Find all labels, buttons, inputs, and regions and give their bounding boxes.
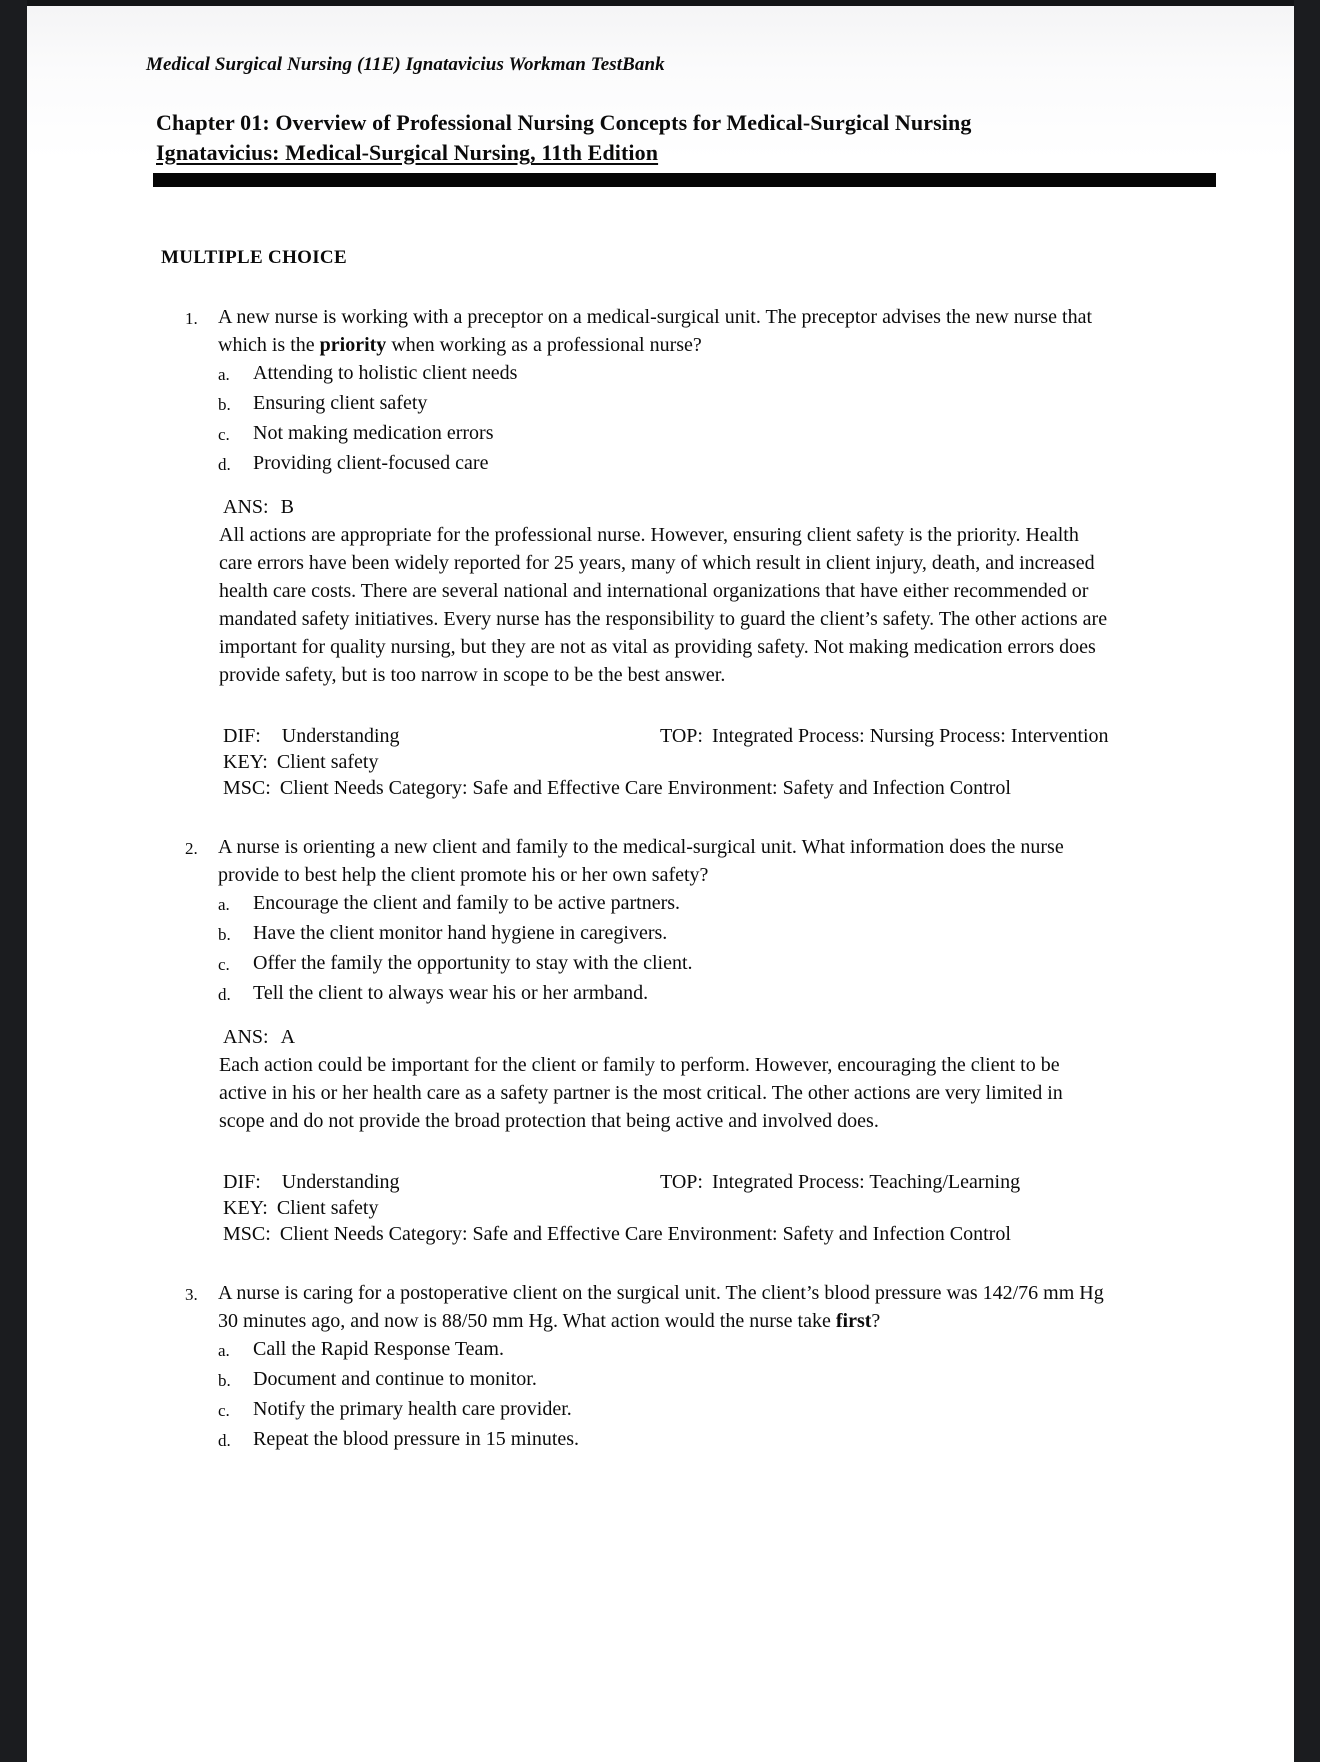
option-row-a (0, 889, 1320, 919)
question-item-1 (0, 303, 1320, 801)
question-number: 3. (185, 1285, 198, 1304)
msc-value: Client Needs Category: Safe and Effective Care Environment: Safety and Infection Control (279, 777, 1011, 799)
option-letter: d. (218, 455, 231, 474)
top-value: Integrated Process: Nursing Process: Intervention (711, 725, 1109, 747)
stem-text: A nurse is orienting a new client and family to the medical-surgical unit. What information does the nurse provide to best help the client promote his or her own safety? (218, 836, 1064, 886)
meta-row-dif-top (223, 1169, 1320, 1195)
question-stem (218, 833, 1111, 889)
option-letter: a. (218, 895, 230, 914)
dif-value: Understanding (281, 1171, 400, 1193)
chapter-title-block (156, 108, 1221, 187)
meta-row-msc (223, 775, 1320, 801)
meta-row-msc (223, 1221, 1320, 1247)
meta-block (0, 723, 1320, 801)
option-text: Repeat the blood pressure in 15 minutes. (253, 1428, 580, 1450)
question-stem-row (0, 303, 1320, 359)
key-value: Client safety (276, 1197, 379, 1219)
option-text: Attending to holistic client needs (253, 362, 518, 384)
option-row-b (0, 389, 1320, 419)
options-list (0, 1335, 1320, 1455)
option-row-a (0, 1335, 1320, 1365)
option-text: Providing client-focused care (253, 452, 489, 474)
question-stem (218, 303, 1111, 359)
answer-line (223, 1023, 1320, 1051)
key-label: KEY: (223, 1197, 268, 1219)
question-item-3 (0, 1279, 1320, 1455)
question-stem-row (0, 833, 1320, 889)
option-row-b (0, 919, 1320, 949)
ans-value: A (280, 1026, 296, 1048)
option-letter: a. (218, 1341, 230, 1360)
option-row-d (0, 979, 1320, 1009)
rationale-text: All actions are appropriate for the professional nurse. However, ensuring client safety is the priority. Health care errors have been widely reported for 25 years, many of which result in client injury, death, and increased health care costs. There are several national and international organizations that have either recommended or mandated safety initiatives. Every nurse has the responsibility to guard the client’s safety. The other actions are important for quality nursing, but they are not as vital as providing safety. Not making medication errors does provide safety, but is too narrow in scope to be the best answer. (219, 524, 1108, 686)
chapter-title-line2: Ignatavicius: Medical-Surgical Nursing, 11th Edition (156, 140, 659, 165)
ans-label: ANS: (223, 496, 269, 518)
stem-bold-text: first (835, 1310, 872, 1332)
option-letter: c. (218, 955, 230, 974)
top-group (660, 723, 1109, 749)
option-row-b (0, 1365, 1320, 1395)
dif-label: DIF: (223, 1171, 261, 1193)
ans-label: ANS: (223, 1026, 269, 1048)
meta-row-key (223, 1195, 1320, 1221)
title-underline-bar (153, 173, 1216, 187)
dif-group (223, 723, 660, 749)
option-letter: c. (218, 425, 230, 444)
question-number: 2. (185, 839, 198, 858)
options-list (0, 359, 1320, 479)
question-stem-row (0, 1279, 1320, 1335)
rationale-text: Each action could be important for the client or family to perform. However, encouraging the client to be active in his or her health care as a safety partner is the most critical. The other actions are very limited in scope and do not provide the broad protection that being active and involved does. (219, 1054, 1063, 1132)
option-text: Tell the client to always wear his or her armband. (253, 982, 649, 1004)
section-heading: MULTIPLE CHOICE (161, 247, 347, 268)
key-label: KEY: (223, 751, 268, 773)
top-group (660, 1169, 1020, 1195)
option-letter: c. (218, 1401, 230, 1420)
chapter-title-line1: Chapter 01: Overview of Professional Nursing Concepts for Medical-Surgical Nursing (156, 110, 972, 135)
option-row-c (0, 419, 1320, 449)
msc-label: MSC: (223, 777, 271, 799)
ans-value: B (280, 496, 294, 518)
option-letter: b. (218, 1371, 231, 1390)
options-list (0, 889, 1320, 1009)
option-text: Encourage the client and family to be active partners. (253, 892, 681, 914)
option-letter: a. (218, 365, 230, 384)
answer-line (223, 493, 1320, 521)
meta-block (0, 1169, 1320, 1247)
dif-label: DIF: (223, 725, 261, 747)
option-text: Not making medication errors (253, 422, 494, 444)
meta-row-dif-top (223, 723, 1320, 749)
option-text: Have the client monitor hand hygiene in caregivers. (253, 922, 668, 944)
meta-row-key (223, 749, 1320, 775)
stem-text-after: ? (871, 1310, 881, 1332)
msc-label: MSC: (223, 1223, 271, 1245)
document-header: Medical Surgical Nursing (11E) Ignatavicius Workman TestBank (146, 54, 665, 75)
stem-text: A nurse is caring for a postoperative client on the surgical unit. The client’s blood pressure was 142/76 mm Hg 30 minutes ago, and now is 88/50 mm Hg. What action would the nurse take (218, 1282, 1104, 1332)
option-text: Offer the family the opportunity to stay with the client. (253, 952, 693, 974)
option-letter: b. (218, 925, 231, 944)
option-row-c (0, 949, 1320, 979)
question-item-2 (0, 833, 1320, 1247)
top-label: TOP: (660, 1171, 703, 1193)
option-text: Ensuring client safety (253, 392, 428, 414)
option-letter: b. (218, 395, 231, 414)
answer-block (0, 1023, 1320, 1247)
option-text: Notify the primary health care provider. (253, 1398, 572, 1420)
top-label: TOP: (660, 725, 703, 747)
stem-text-after: when working as a professional nurse? (386, 334, 702, 356)
key-value: Client safety (276, 751, 379, 773)
option-row-c (0, 1395, 1320, 1425)
option-text: Document and continue to monitor. (253, 1368, 537, 1390)
dif-group (223, 1169, 660, 1195)
option-row-a (0, 359, 1320, 389)
top-value: Integrated Process: Teaching/Learning (711, 1171, 1021, 1193)
dif-value: Understanding (281, 725, 400, 747)
option-letter: d. (218, 1431, 231, 1450)
option-row-d (0, 449, 1320, 479)
option-text: Call the Rapid Response Team. (253, 1338, 504, 1360)
answer-block (0, 493, 1320, 801)
question-number: 1. (185, 309, 198, 328)
stem-text: A new nurse is working with a preceptor on a medical-surgical unit. The preceptor advises the new nurse that which is the (218, 306, 1093, 356)
stem-bold-text: priority (319, 334, 387, 356)
msc-value: Client Needs Category: Safe and Effective Care Environment: Safety and Infection Control (279, 1223, 1011, 1245)
question-stem (218, 1279, 1111, 1335)
option-row-d (0, 1425, 1320, 1455)
option-letter: d. (218, 985, 231, 1004)
